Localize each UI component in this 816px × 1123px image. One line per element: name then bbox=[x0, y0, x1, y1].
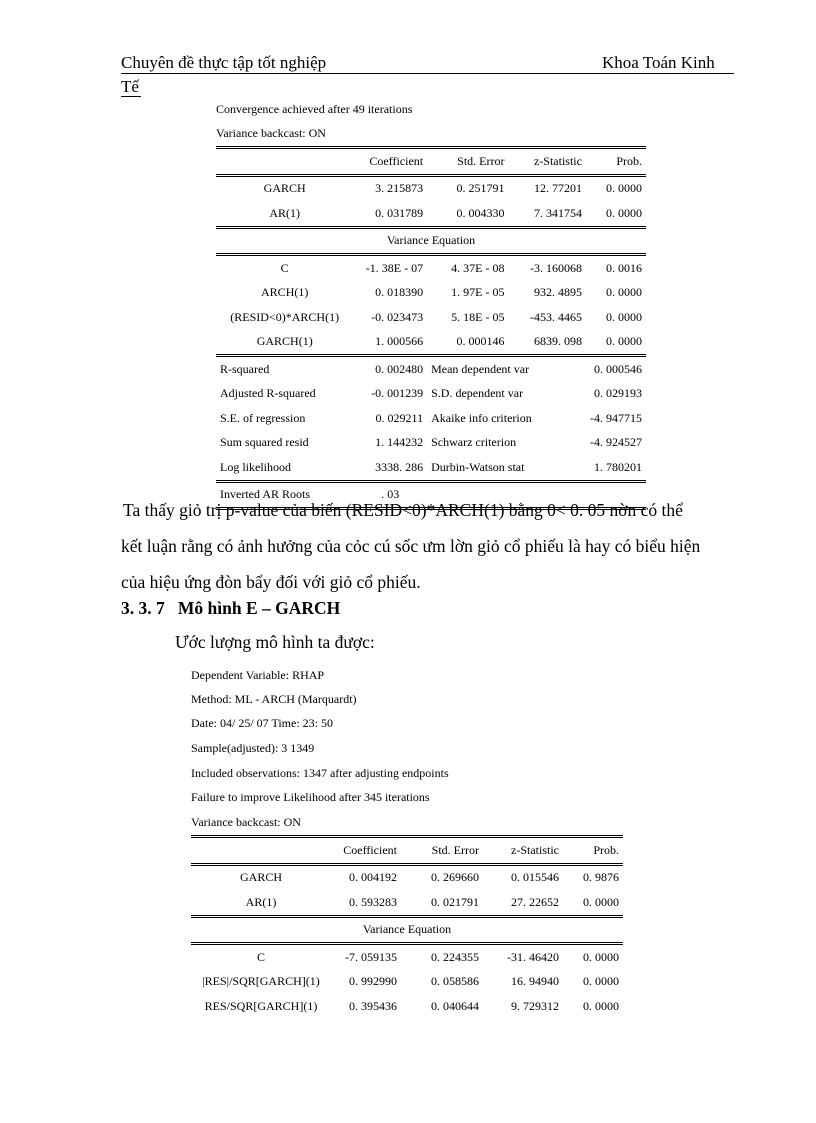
cell: 7. 341754 bbox=[533, 205, 582, 220]
cell: -453. 4465 bbox=[529, 309, 582, 324]
table-row bbox=[216, 305, 646, 330]
stat-label: R-squared bbox=[220, 361, 270, 376]
paragraph-line: kết luận rằng có ảnh hưởng của cỏc cú sốc ưm lờn giỏ cổ phiếu là hay có biểu hiện bbox=[121, 536, 701, 556]
table2-meta: Included observations: 1347 after adjusting endpoints bbox=[191, 766, 449, 780]
table-row bbox=[216, 330, 646, 356]
stat-label: Durbin-Watson stat bbox=[431, 459, 525, 474]
stat-value: 1. 144232 bbox=[375, 435, 424, 450]
table-row bbox=[216, 201, 646, 227]
row-label: RES/SQR[GARCH](1) bbox=[204, 998, 318, 1013]
stat-value: -4. 924527 bbox=[590, 435, 642, 450]
stat-label: Schwarz criterion bbox=[431, 435, 517, 450]
cell: 5. 18E - 05 bbox=[451, 309, 505, 324]
cell: 0. 004330 bbox=[456, 205, 505, 220]
cell: 4. 37E - 08 bbox=[451, 260, 505, 275]
table-header-row bbox=[216, 148, 646, 176]
variance-equation-label: Variance Equation bbox=[362, 922, 452, 937]
stats-row bbox=[216, 356, 646, 382]
table-row bbox=[191, 864, 623, 890]
row-label: AR(1) bbox=[269, 205, 301, 220]
cell: 0. 031789 bbox=[375, 205, 424, 220]
analysis-paragraph bbox=[121, 492, 751, 600]
paragraph-line: Ta thấy giỏ trị p-value của biến (RESID<0)*ARCH(1) bằng 0< 0. 05 nờn có thể bbox=[123, 500, 683, 520]
stat-value: 0. 029211 bbox=[375, 410, 424, 425]
cell: 0. 004192 bbox=[349, 870, 397, 885]
cell: 0. 0016 bbox=[606, 260, 642, 275]
cell: 0. 992990 bbox=[349, 974, 397, 989]
col-header: Prob. bbox=[616, 153, 642, 168]
header-title: Chuyên đề thực tập tốt nghiệp bbox=[121, 53, 327, 72]
cell: 0. 000146 bbox=[456, 334, 505, 349]
stat-value: 0. 002480 bbox=[375, 361, 424, 376]
paragraph-line: của hiệu ứng đòn bẩy đối với giỏ cổ phiếu. bbox=[121, 572, 421, 592]
garch-results-table bbox=[216, 146, 646, 510]
cell: -0. 023473 bbox=[371, 309, 424, 324]
row-label: ARCH(1) bbox=[261, 285, 309, 300]
cell: 0. 224355 bbox=[431, 949, 479, 964]
row-label: AR(1) bbox=[245, 894, 277, 909]
cell: 27. 22652 bbox=[511, 894, 559, 909]
cell: -7. 059135 bbox=[345, 949, 397, 964]
table-row bbox=[191, 970, 623, 995]
cell: 16. 94940 bbox=[511, 974, 559, 989]
section-heading bbox=[121, 598, 340, 619]
stats-row bbox=[216, 455, 646, 481]
cell: 1. 000566 bbox=[375, 334, 424, 349]
section-subtitle: Ước lượng mô hình ta được: bbox=[175, 632, 375, 652]
table-row bbox=[216, 281, 646, 306]
cell: 0. 018390 bbox=[375, 285, 424, 300]
cell: 0. 0000 bbox=[583, 949, 619, 964]
cell: 3. 215873 bbox=[375, 181, 424, 196]
cell: 6839. 098 bbox=[533, 334, 582, 349]
cell: 12. 77201 bbox=[533, 181, 582, 196]
stat-label: S.D. dependent var bbox=[431, 386, 524, 401]
cell: 0. 0000 bbox=[606, 309, 642, 324]
header-department-cont: Tế bbox=[121, 77, 139, 96]
col-header: Std. Error bbox=[457, 153, 505, 168]
cell: -3. 160068 bbox=[529, 260, 582, 275]
cell: 0. 015546 bbox=[511, 870, 559, 885]
header-department: Khoa Toán Kinh bbox=[602, 53, 715, 72]
variance-equation-header bbox=[191, 916, 623, 944]
row-label: |RES|/SQR[GARCH](1) bbox=[202, 974, 320, 989]
cell: 0. 0000 bbox=[606, 205, 642, 220]
table2-meta: Date: 04/ 25/ 07 Time: 23: 50 bbox=[191, 716, 334, 730]
stat-label: Adjusted R-squared bbox=[220, 386, 316, 401]
header-underline-cont bbox=[121, 96, 141, 97]
table-row bbox=[191, 994, 623, 1019]
variance-equation-label: Variance Equation bbox=[386, 233, 476, 248]
roots-label: Inverted AR Roots bbox=[220, 487, 310, 502]
stat-label: S.E. of regression bbox=[220, 410, 306, 425]
stats-row bbox=[216, 431, 646, 456]
stat-value: 1. 780201 bbox=[594, 459, 642, 474]
row-label: C bbox=[256, 949, 265, 964]
cell: 0. 021791 bbox=[431, 894, 479, 909]
table2-meta: Sample(adjusted): 3 1349 bbox=[191, 741, 315, 755]
section-title: Mô hình E – GARCH bbox=[177, 598, 341, 618]
cell: 0. 0000 bbox=[606, 181, 642, 196]
stat-label: Log likelihood bbox=[220, 459, 291, 474]
cell: -31. 46420 bbox=[507, 949, 559, 964]
cell: 0. 0000 bbox=[606, 285, 642, 300]
stat-value: -0. 001239 bbox=[371, 386, 424, 401]
stat-value: 0. 029193 bbox=[594, 386, 642, 401]
stat-value: 0. 000546 bbox=[594, 361, 642, 376]
col-header: Prob. bbox=[593, 842, 619, 857]
variance-equation-header bbox=[216, 227, 646, 255]
table2-meta: Dependent Variable: RHAP bbox=[191, 668, 325, 682]
table-row bbox=[216, 255, 646, 281]
egarch-results-table bbox=[191, 835, 623, 1019]
row-label: C bbox=[280, 260, 289, 275]
row-label: GARCH bbox=[239, 870, 282, 885]
table2-meta: Variance backcast: ON bbox=[191, 815, 301, 829]
table2-meta: Failure to improve Likelihood after 345 iterations bbox=[191, 790, 430, 804]
stat-value: 3338. 286 bbox=[375, 459, 424, 474]
stat-value: -4. 947715 bbox=[590, 410, 642, 425]
cell: 0. 0000 bbox=[583, 974, 619, 989]
cell: 0. 395436 bbox=[349, 998, 397, 1013]
stats-row bbox=[216, 406, 646, 431]
cell: 0. 040644 bbox=[431, 998, 479, 1013]
cell: 0. 0000 bbox=[583, 998, 619, 1013]
roots-value: . 03 bbox=[381, 487, 400, 502]
cell: -1. 38E - 07 bbox=[365, 260, 424, 275]
cell: 0. 269660 bbox=[431, 870, 479, 885]
col-header bbox=[216, 148, 353, 176]
cell: 1. 97E - 05 bbox=[451, 285, 505, 300]
cell: 0. 251791 bbox=[456, 181, 505, 196]
col-header: z-Statistic bbox=[511, 842, 559, 857]
header-underline bbox=[121, 73, 734, 74]
row-label: GARCH bbox=[263, 181, 306, 196]
stat-label: Mean dependent var bbox=[431, 361, 530, 376]
cell: 9. 729312 bbox=[511, 998, 559, 1013]
table-row bbox=[191, 944, 623, 970]
stats-row bbox=[216, 382, 646, 407]
stat-label: Sum squared resid bbox=[220, 435, 309, 450]
cell: 932. 4895 bbox=[533, 285, 582, 300]
table1-meta-backcast: Variance backcast: ON bbox=[216, 126, 326, 140]
col-header: Std. Error bbox=[431, 842, 479, 857]
row-label: GARCH(1) bbox=[256, 334, 313, 349]
col-header: z-Statistic bbox=[533, 153, 582, 168]
row-label: (RESID<0)*ARCH(1) bbox=[230, 309, 340, 324]
section-number: 3. 3. 7 bbox=[121, 598, 165, 618]
cell: 0. 0000 bbox=[606, 334, 642, 349]
table-header-row bbox=[191, 837, 623, 865]
table2-meta: Method: ML - ARCH (Marquardt) bbox=[191, 692, 357, 706]
table-row bbox=[216, 175, 646, 201]
stat-label: Akaike info criterion bbox=[431, 410, 532, 425]
cell: 0. 593283 bbox=[349, 894, 397, 909]
table-row bbox=[191, 890, 623, 916]
cell: 0. 9876 bbox=[583, 870, 619, 885]
cell: 0. 0000 bbox=[583, 894, 619, 909]
cell: 0. 058586 bbox=[431, 974, 479, 989]
col-header bbox=[191, 837, 331, 865]
col-header: Coefficient bbox=[343, 842, 397, 857]
table1-meta-convergence: Convergence achieved after 49 iterations bbox=[216, 102, 413, 116]
col-header: Coefficient bbox=[369, 153, 424, 168]
